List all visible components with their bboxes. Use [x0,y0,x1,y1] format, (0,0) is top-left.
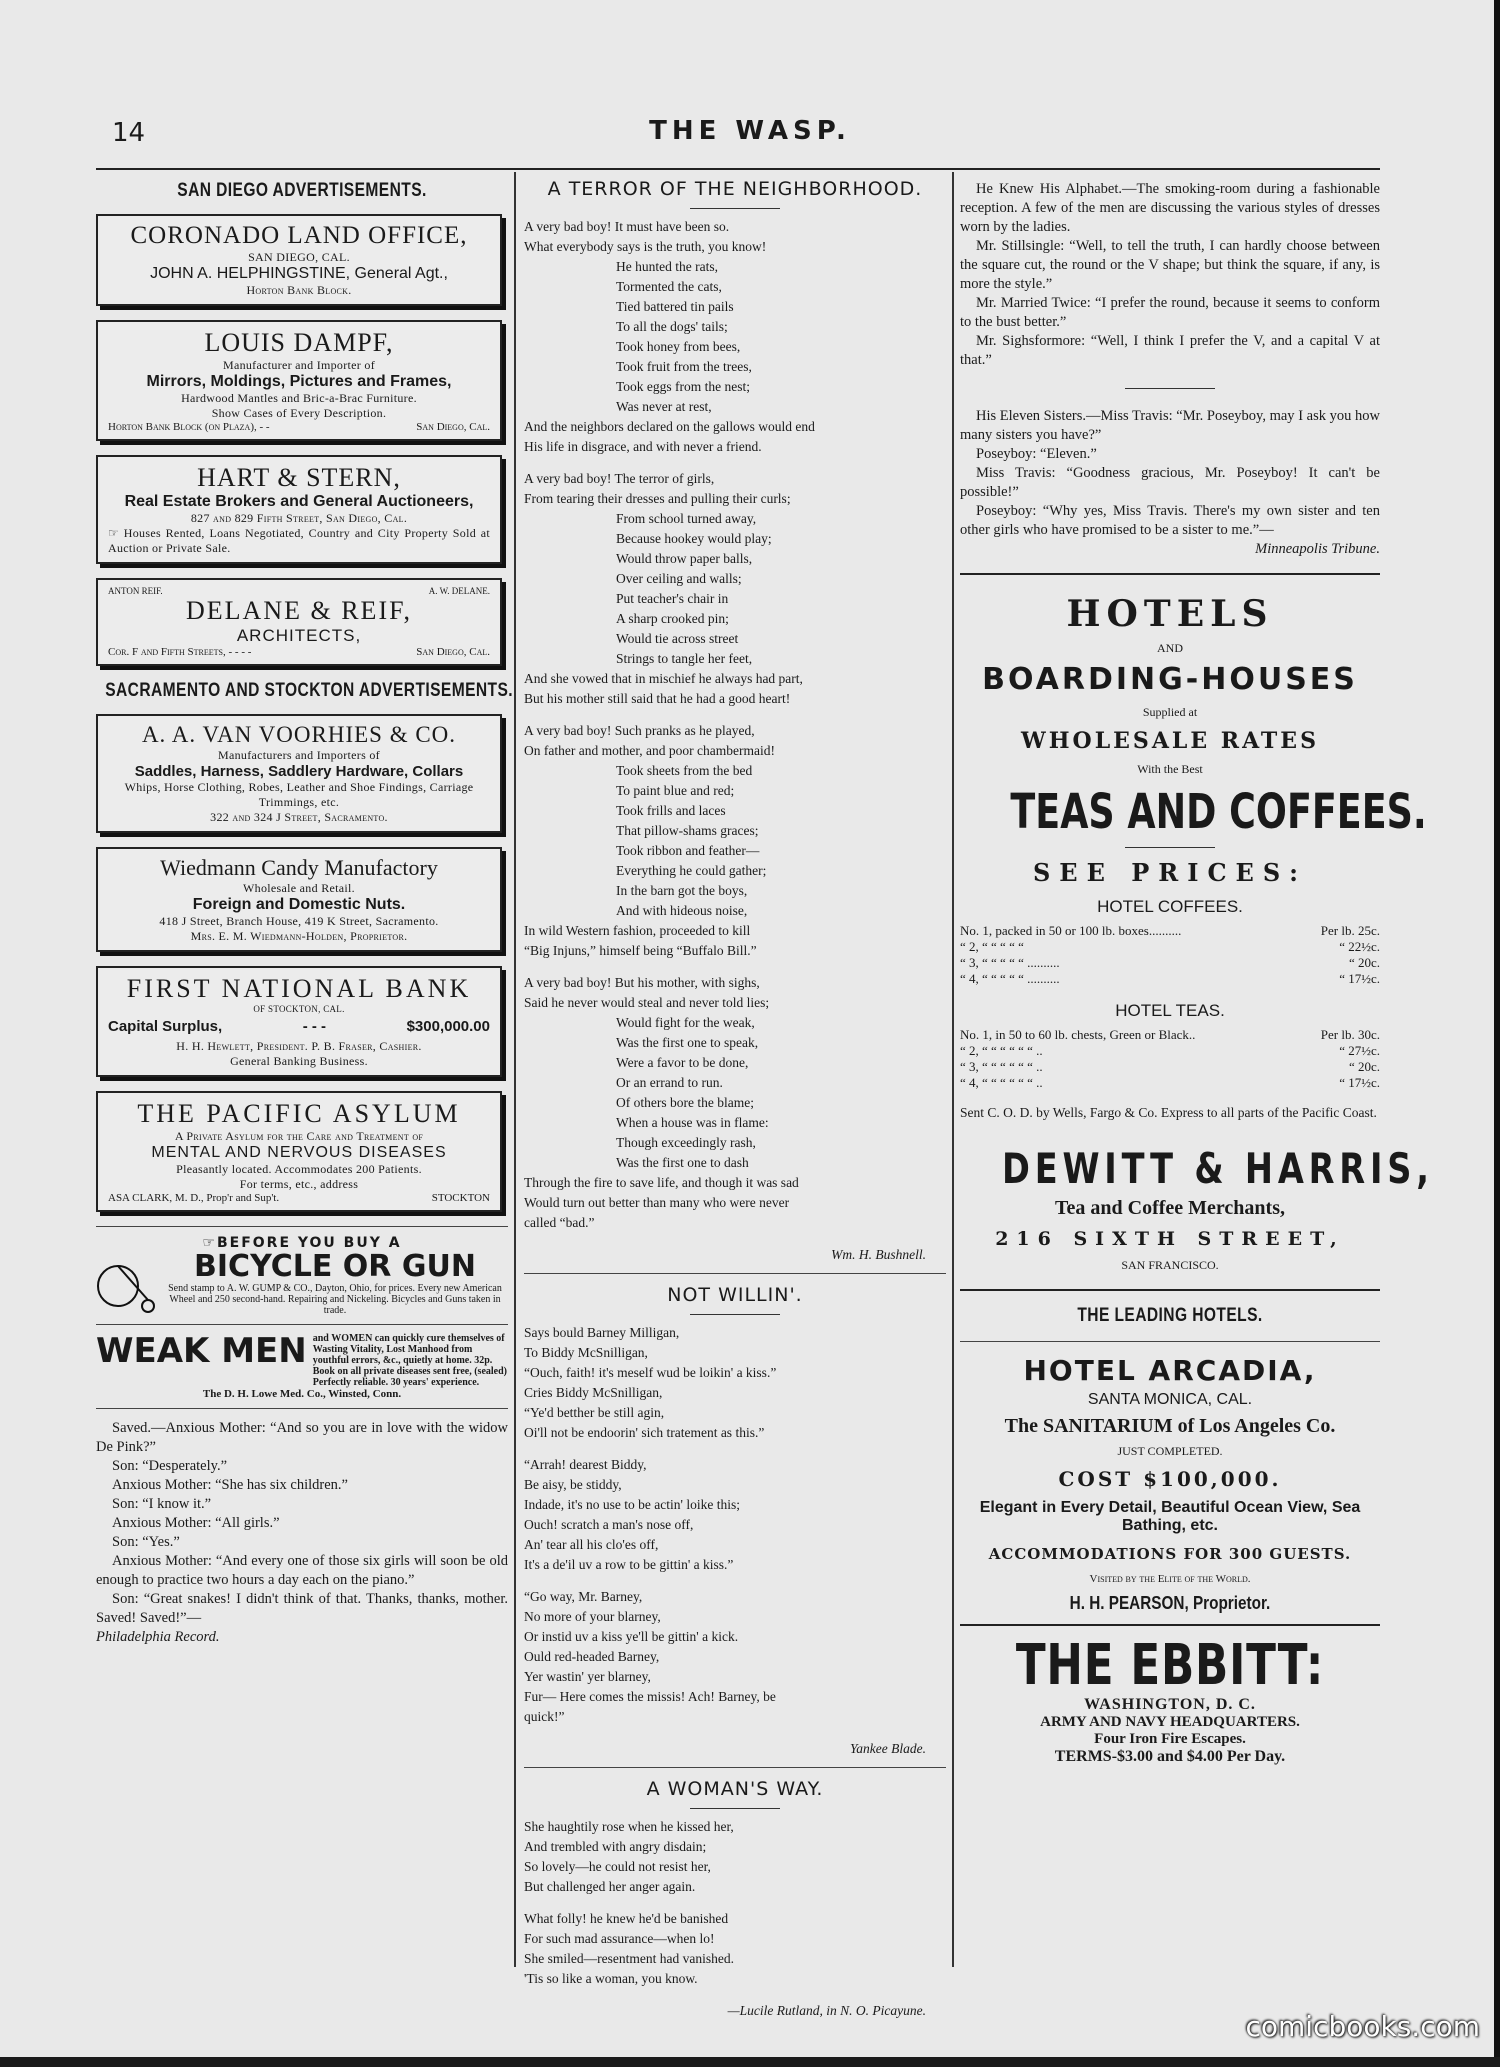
ad-sub: Manufacturers and Importers of [218,748,380,762]
ad-bicycle-title: BICYCLE OR GUN [194,1249,476,1284]
poem-line: Would turn out better than many who were never [524,1195,790,1210]
divider [524,1273,946,1274]
ad-dewitt-title: DEWITT & HARRIS, [1002,1144,1434,1193]
price-value: “ 20c. [1348,1059,1380,1074]
poem-line: Yer wastin' yer blarney, [524,1669,651,1684]
ad-wiedmann [96,847,502,952]
watermark: comicbooks.com [1245,2010,1480,2043]
ad-title: THE PACIFIC ASYLUM [137,1099,461,1128]
ad-see-prices: SEE PRICES: [1032,858,1308,887]
poem-line: In the barn got the boys, [616,883,748,898]
ad-sub: OF STOCKTON, CAL. [253,1004,345,1014]
ad-city: SAN DIEGO, CAL. [248,250,350,264]
divider [96,1324,508,1325]
ad-street: 216 SIXTH STREET, [995,1228,1345,1250]
ad-van-voorhies [96,714,502,833]
coffees-heading: HOTEL COFFEES. [1097,897,1243,916]
poem-terror [524,217,946,1233]
poem-line: Through the fire to save life, and though it was sad [524,1175,799,1190]
poem-title-woman: A WOMAN'S WAY. [646,1778,824,1800]
page-number: 14 [112,118,146,148]
poem-line: quick!” [524,1709,565,1724]
ad-title: A. A. VAN VOORHIES & CO. [141,722,457,747]
poem-line: Ouch! scratch a man's nose off, [524,1517,694,1532]
poem-line: On father and mother, and poor chambermaid! [524,743,775,758]
poem-title-willin: NOT WILLIN'. [667,1284,803,1306]
ad-goods: ARCHITECTS, [236,626,362,645]
divider [960,1341,1380,1342]
cost-line: COST $100,000. [1058,1467,1282,1491]
poem-line: Or an errand to run. [616,1075,723,1090]
ad-line: For terms, etc., address [239,1177,359,1191]
ad-line: ☞ Houses Rented, Loans Negotiated, Country and City Property Sold at Auction or Private Sale. [108,526,490,555]
sacramento-heading: SACRAMENTO AND STOCKTON ADVERTISEMENTS. [105,680,514,701]
column-divider-2 [952,172,954,1967]
paragraph: Mr. Sighsformore: “Well, I think I prefer the V, and a capital V at that.” [960,333,1380,368]
poem-line: Cries Biddy McSnilligan, [524,1385,663,1400]
tea-price-table [960,1027,1380,1091]
poem-stanza [524,721,946,961]
ad-address: Cor. F and Fifth Streets, - - - - [108,646,252,658]
leading-hotels-heading: THE LEADING HOTELS. [1077,1305,1263,1326]
price-value: “ 17½c. [1339,1075,1380,1090]
paragraph: Son: “Yes.” [112,1534,180,1550]
ad-delane-reif [96,578,502,666]
ad-dampf [96,320,502,441]
poem-line: Tied battered tin pails [616,299,734,314]
paragraph: He Knew His Alphabet.—The smoking-room during a fashionable reception. A few of the men are discussing the various styles of dresses worn by the ladies. [960,181,1380,235]
price-description: “ 2, “ “ “ “ “ “ .. [960,1043,1043,1058]
poem-line: Took honey from bees, [616,339,741,354]
item-saved [96,1419,508,1647]
source: Minneapolis Tribune. [1255,541,1380,557]
item-alphabet [960,180,1380,370]
proprietor-line: H. H. PEARSON, Proprietor. [1069,1593,1271,1613]
ad-agent: JOHN A. HELPHINGSTINE, General Agt., [150,265,448,282]
paragraph: Son: “Great snakes! I didn't think of that. Thanks, thanks, mother. Saved! Saved!”— [96,1591,508,1626]
poem-line: Were a favor to be done, [616,1055,749,1070]
price-description: No. 1, in 50 to 60 lb. chests, Green or Black.. [960,1027,1196,1042]
ad-title: FIRST NATIONAL BANK [126,974,472,1003]
paragraph: Anxious Mother: “And every one of those six girls will soon be old enough to practice two hours a day each on the piano.” [96,1553,508,1588]
divider [524,1767,946,1768]
poem-line: To Biddy McSnilligan, [524,1345,648,1360]
hotel-description: Elegant in Every Detail, Beautiful Ocean View, Sea Bathing, etc. [979,1499,1361,1534]
ad-goods: Foreign and Domestic Nuts. [192,896,406,913]
poem-line: called “bad.” [524,1215,595,1230]
poem-line: Oi'll not be endoorin' sich tratement as this.” [524,1425,765,1440]
poem-willin [524,1323,946,1727]
column-right [960,172,1434,1766]
ad-address: ASA CLARK, M. D., Prop'r and Sup't. [108,1192,280,1204]
divider [960,1624,1380,1626]
ebbitt-city: WASHINGTON, D. C. [1084,1696,1256,1713]
ad-bicycle-head: ☞BEFORE YOU BUY A [202,1235,402,1251]
ad-supplied: Supplied at [1142,705,1198,719]
poem-line: When a house was in flame: [616,1115,769,1130]
paragraph: Mr. Married Twice: “I prefer the round, because it seems to conform to the bust better.” [960,295,1380,330]
ad-address: Horton Bank Block. [246,283,352,297]
bicycle-icon [96,1254,156,1314]
poem-stanza [524,469,946,709]
price-row [960,939,1380,955]
ad-leading-hotels [960,1305,1380,1614]
divider [1125,847,1215,848]
ad-weak-men-text: and WOMEN can quickly cure themselves of Wasting Vitality, Lost Manhood from youthful errors, &c., quietly at home. 32p. Book on all private diseases sent free, (sealed) Perfectly reliable. 30 years' experience. [312,1333,507,1388]
ad-line: Hardwood Mantles and Bric-a-Brac Furniture. [181,391,417,405]
ebbitt-escapes: Four Iron Fire Escapes. [1094,1731,1246,1747]
ad-hotels [960,593,1434,1273]
visited-line: Visited by the Elite of the World. [1089,1573,1251,1585]
poem-line: A very bad boy! But his mother, with sighs, [524,975,760,990]
poem-line: Over ceiling and walls; [616,571,742,586]
poem-line: She haughtily rose when he kissed her, [524,1819,734,1834]
price-description: “ 3, “ “ “ “ “ “ .. [960,1059,1043,1074]
paragraph: Poseyboy: “Why yes, Miss Travis. There's my own sister and ten other girls who have promised to be a sister to me.”— [960,503,1380,538]
ad-address: Horton Bank Block (on Plaza), - - [108,421,270,433]
poem-line: For such mad assurance—when lo! [524,1931,715,1946]
masthead: THE WASP. [649,116,851,146]
price-value: Per lb. 30c. [1320,1027,1380,1042]
poem-line: Took ribbon and feather— [616,843,760,858]
poem-line: Put teacher's chair in [616,591,729,606]
teas-heading: HOTEL TEAS. [1115,1001,1225,1020]
divider [1125,388,1215,389]
ad-and: AND [1157,641,1183,655]
price-value: “ 27½c. [1339,1043,1380,1058]
poem-line: Because hookey would play; [616,531,772,546]
divider [690,208,780,209]
ad-sub: Wholesale and Retail. [243,881,355,895]
ad-goods: Real Estate Brokers and General Auctioneers, [124,493,474,510]
poem-line: 'Tis so like a woman, you know. [524,1971,698,1986]
price-row [960,923,1380,939]
price-value: “ 22½c. [1339,939,1380,954]
ad-weak-men-title: WEAK MEN [96,1331,307,1371]
poem-line: And with hideous noise, [616,903,748,918]
poem-line: Ould red-headed Barney, [524,1649,660,1664]
ad-city: San Diego, Cal. [416,646,490,658]
poem-line: Took eggs from the nest; [616,379,751,394]
poem-line: “Big Injuns,” himself being “Buffalo Bill.” [524,943,757,958]
poem-line: Was never at rest, [616,399,712,414]
poem-line: “Ye'd betther be still agin, [524,1405,665,1420]
ad-hotels-title: HOTELS [1066,593,1274,635]
san-diego-heading: SAN DIEGO ADVERTISEMENTS. [177,180,427,201]
divider [690,1808,780,1809]
price-row [960,971,1380,987]
poem-line: And she vowed that in mischief he always had part, [524,671,803,686]
hotel-city: SANTA MONICA, CAL. [1087,1391,1253,1408]
price-description: “ 4, “ “ “ “ “ “ .. [960,1075,1043,1090]
price-description: “ 4, “ “ “ “ “ .......... [960,971,1060,986]
poem-stanza [524,1323,946,1443]
page-bottom-edge [0,2057,1500,2067]
poem-line: So lovely—he could not resist her, [524,1859,711,1874]
ad-sub: Manufacturer and Importer of [222,358,375,372]
price-value: “ 17½c. [1339,971,1380,986]
poem-title-terror: A TERROR OF THE NEIGHBORHOOD. [547,178,923,200]
sanitarium-title: The SANITARIUM of Los Angeles Co. [1004,1415,1336,1437]
price-row [960,1043,1380,1059]
poem-line: What folly! he knew he'd be banished [524,1911,729,1926]
paragraph: Anxious Mother: “She has six children.” [112,1477,348,1493]
poem-line: To all the dogs' tails; [616,319,728,334]
hotel-arcadia-title: HOTEL ARCADIA, [1023,1354,1317,1387]
poem-line: Indade, it's no use to be actin' loike this; [524,1497,740,1512]
accommodations-line: ACCOMMODATIONS FOR 300 GUESTS. [988,1545,1352,1563]
poem-line: Tormented the cats, [616,279,722,294]
paragraph: Son: “I know it.” [112,1496,212,1512]
cod-note: Sent C. O. D. by Wells, Fargo & Co. Express to all parts of the Pacific Coast. [960,1105,1377,1120]
ad-address: 322 and 324 J Street, Sacramento. [210,810,388,824]
price-description: “ 2, “ “ “ “ “ [960,939,1024,954]
bank-capital-dash: - - - [302,1018,327,1035]
ad-wholesale: WHOLESALE RATES [1021,728,1319,754]
poem-line: Would fight for the weak, [616,1015,755,1030]
poem-stanza [524,1587,946,1727]
poem-line: And trembled with angry disdain; [524,1839,707,1854]
poem-line: Took fruit from the trees, [616,359,752,374]
poem-stanza [524,1455,946,1575]
ad-city: SAN FRANCISCO. [1121,1258,1219,1272]
completed-note: JUST COMPLETED. [1117,1444,1223,1458]
divider [96,1408,508,1409]
ad-boarding-title: BOARDING-HOUSES [982,662,1358,697]
bank-capital-label: Capital Surplus, [108,1018,223,1035]
paragraph: Saved.—Anxious Mother: “And so you are in love with the widow De Pink?” [96,1420,508,1455]
poem-line: Of others bore the blame; [616,1095,754,1110]
ad-hart-stern [96,455,502,564]
paragraph: Anxious Mother: “All girls.” [112,1515,280,1531]
poem-line: From school turned away, [616,511,757,526]
poem-line: A very bad boy! The terror of girls, [524,471,715,486]
poem-stanza [524,1909,946,1989]
poem-line: She smiled—resentment had vanished. [524,1951,734,1966]
ad-teas-title: TEAS AND COFFEES. [1010,784,1427,840]
poem-line: Everything he could gather; [616,863,767,878]
poem-line: Was the first one to speak, [616,1035,759,1050]
poem-line: He hunted the rats, [616,259,718,274]
ad-first-national-bank [96,966,502,1077]
ad-merchants: Tea and Coffee Merchants, [1055,1197,1285,1219]
ad-weak-men [96,1333,508,1388]
bank-capital-value: $300,000.00 [406,1018,490,1035]
price-row [960,1027,1380,1043]
poem-line: A very bad boy! Such pranks as he played, [524,723,755,738]
poem-line: It's a de'il uv a row to be gittin' a kiss.” [524,1557,734,1572]
poem-line: “Go way, Mr. Barney, [524,1589,643,1604]
item-sisters [960,407,1380,559]
ad-city: San Diego, Cal. [416,421,490,433]
ad-ebbitt [960,1633,1380,1766]
poem-line: That pillow-shams graces; [616,823,759,838]
ad-bicycle-text: Send stamp to A. W. GUMP & CO., Dayton, Ohio, for prices. Every new American Wheel and 250 second-hand. Repairing and Nickeling. Bicycles and Guns taken in trade. [168,1283,502,1316]
poem-signature: Wm. H. Bushnell. [831,1247,926,1262]
coffee-price-table [960,923,1380,987]
column-left [96,172,514,1647]
poem-line: And the neighbors declared on the gallows would end [524,419,815,434]
divider [96,1226,508,1227]
paragraph: Son: “Desperately.” [112,1458,228,1474]
ebbitt-title: THE EBBITT: [1015,1633,1325,1698]
ad-goods: Mirrors, Moldings, Pictures and Frames, [146,373,452,390]
page-edge [1494,0,1500,2067]
ad-address: 418 J Street, Branch House, 419 K Street, Sacramento. [159,914,439,928]
top-rule [96,168,1380,170]
poem-line: Took frills and laces [616,803,726,818]
poem-line: Says bould Barney Milligan, [524,1325,680,1340]
divider [960,573,1380,575]
ad-line: General Banking Business. [230,1054,368,1068]
poem-line: Would throw paper balls, [616,551,753,566]
ad-officers: H. H. Hewlett, President. P. B. Fraser, Cashier. [176,1039,422,1053]
ad-coronado [96,214,502,306]
poem-signature: Yankee Blade. [850,1741,926,1756]
poem-line: Said he never would steal and never told lies; [524,995,770,1010]
ad-pacific-asylum [96,1091,502,1212]
ad-line: Whips, Horse Clothing, Robes, Leather and Shoe Findings, Carriage Trimmings, etc. [124,780,474,809]
poem-line: Or instid uv a kiss ye'll be gittin' a kick. [524,1629,739,1644]
poem-stanza [524,217,946,457]
ebbitt-army: ARMY AND NAVY HEADQUARTERS. [1040,1714,1300,1730]
poem-line: “Ouch, faith! it's meself wud be loikin' a kiss.” [524,1365,777,1380]
poem-stanza [524,1817,946,1897]
poem-stanza [524,973,946,1233]
poem-line: Fur— Here comes the missis! Ach! Barney, be [524,1689,776,1704]
ad-withbest: With the Best [1137,762,1203,776]
poem-line: His life in disgrace, and with never a friend. [524,439,762,454]
poem-line: To paint blue and red; [616,783,735,798]
ad-title: CORONADO LAND OFFICE, [130,222,468,249]
ad-title: HART & STERN, [197,463,401,492]
ad-line: Pleasantly located. Accommodates 200 Patients. [176,1162,422,1176]
ad-line: Show Cases of Every Description. [211,406,387,420]
poem-line: From tearing their dresses and pulling their curls; [524,491,791,506]
ad-partner: ANTON REIF. [108,586,163,596]
ad-address: 827 and 829 Fifth Street, San Diego, Cal. [190,511,408,525]
poem-line: A very bad boy! It must have been so. [524,219,730,234]
poem-line: What everybody says is the truth, you know! [524,239,767,254]
poem-line: Would tie across street [616,631,739,646]
ad-city: STOCKTON [431,1192,490,1204]
price-value: Per lb. 25c. [1320,923,1380,938]
ad-title: Wiedmann Candy Manufactory [160,855,438,880]
poem-line: Be aisy, be stiddy, [524,1477,622,1492]
ad-sub: A Private Asylum for the Care and Treatment of [174,1129,424,1143]
price-value: “ 20c. [1348,955,1380,970]
price-description: No. 1, packed in 50 or 100 lb. boxes.......... [960,923,1182,938]
column-divider-1 [514,172,516,1967]
poem-line: Was the first one to dash [616,1155,749,1170]
paragraph: His Eleven Sisters.—Miss Travis: “Mr. Poseyboy, may I ask you how many sisters you have?” [960,408,1380,443]
ad-partner: A. W. DELANE. [428,586,490,596]
price-description: “ 3, “ “ “ “ “ .......... [960,955,1060,970]
paragraph: Mr. Stillsingle: “Well, to tell the truth, I can hardly choose between the square cut, the round or the V shape; but think the square, if any, is more the style.” [960,238,1380,292]
poem-line: But his mother still said that he had a good heart! [524,691,791,706]
ad-title: DELANE & REIF, [186,596,412,625]
poem-line: A sharp crooked pin; [616,611,729,626]
price-row [960,955,1380,971]
ebbitt-terms: TERMS-$3.00 and $4.00 Per Day. [1054,1748,1286,1765]
price-row [960,1075,1380,1091]
poem-line: Strings to tangle her feet, [616,651,753,666]
poem-line: “Arrah! dearest Biddy, [524,1457,647,1472]
paragraph: Poseyboy: “Eleven.” [976,446,1097,462]
poem-line: No more of your blarney, [524,1609,661,1624]
paragraph: Miss Travis: “Goodness gracious, Mr. Poseyboy! It can't be possible!” [960,465,1380,500]
ad-goods: MENTAL AND NERVOUS DISEASES [151,1144,447,1161]
ad-weak-men-company: The D. H. Lowe Med. Co., Winsted, Conn. [202,1388,402,1400]
ad-proprietor: Mrs. E. M. Wiedmann-Holden, Proprietor. [190,929,408,943]
divider [960,1289,1380,1291]
column-middle [524,172,946,2021]
poem-woman [524,1817,946,1989]
price-row [960,1059,1380,1075]
divider [690,1314,780,1315]
ad-title: LOUIS DAMPF, [204,328,394,357]
poem-line: An' tear all his clo'es off, [524,1537,659,1552]
ad-goods: Saddles, Harness, Saddlery Hardware, Collars [134,763,464,780]
ad-bicycle [96,1235,508,1316]
poem-line: Though exceedingly rash, [616,1135,756,1150]
poem-signature: —Lucile Rutland, in N. O. Picayune. [727,2003,926,2018]
poem-line: In wild Western fashion, proceeded to kill [524,923,751,938]
poem-line: Took sheets from the bed [616,763,753,778]
source: Philadelphia Record. [96,1629,220,1645]
poem-line: But challenged her anger again. [524,1879,696,1894]
